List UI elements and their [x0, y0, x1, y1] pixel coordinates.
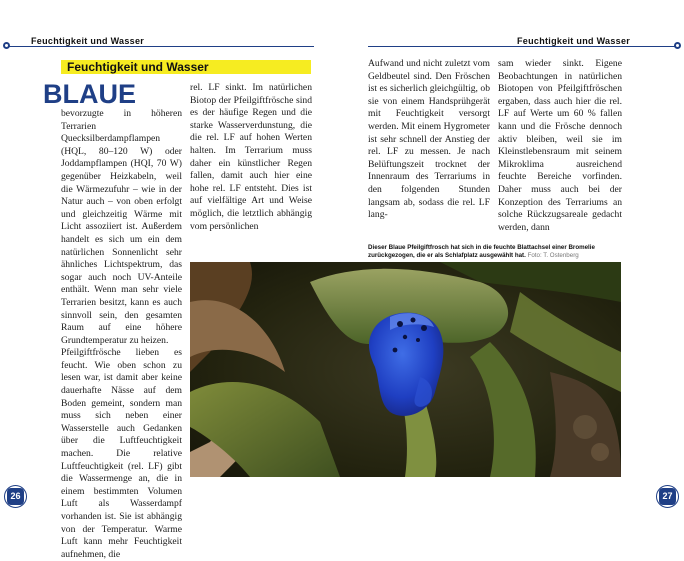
- header-rule-right: [368, 46, 675, 47]
- frog-photo-illustration: [190, 262, 621, 477]
- page-number-right: 27: [659, 488, 676, 505]
- text-column-2: [190, 82, 312, 233]
- caption-text: Dieser Blaue Pfeilgiftfrosch hat sich in die feuchte Blattachsel einer Bromelie zurückgezogen, die er als Schlafplatz ausgewählt hat.: [368, 244, 595, 259]
- running-head-right: Feuchtigkeit und Wasser: [517, 36, 631, 46]
- running-head-left: Feuchtigkeit und Wasser: [31, 36, 145, 46]
- text-column-4: [498, 58, 622, 234]
- paragraph-col4: sam wieder sinkt. Eigene Beobachtungen in natürlichen Biotopen von Pfeilgiftfröschen ergaben, dass auch hier die rel. LF auf Werte um 60 % fallen kann und die Frösche dennoch aktiv bleiben, weil sie im Kleinstlebensraum mit seinem Mikroklima ausreichend feuchte Bereiche vorfinden. Daher muss auch bei der Konzeption des Terrariums an solche Rückzugsareale gedacht werden, dann: [498, 58, 622, 233]
- paragraph-intro-text: bevorzugte in höheren Terrarien Quecksilberdampflampen (HQL, 80–120 W) oder Joddampflampen (HQI, 70 W) gegenüber Heizkabeln, weil die Wärmezufuhr – wie in der Natur auch – von oben erfolgt und gleichzeitig Wärme mit Licht assoziiert ist. Außerdem handelt es sich um ein dem natürlichen Sonnenlicht sehr ähnliches Lichtspektrum, das sogar auch noch UV-Anteile enthält. Wenn man sehr viele Terrarien besitzt, kann es auch sinnvoll sein, den gesamten Raum auf eine höhere Grundtemperatur zu heizen.: [61, 108, 182, 346]
- header-dot-right: [674, 42, 681, 49]
- header-dot-left: [3, 42, 10, 49]
- section-title: Feuchtigkeit und Wasser: [67, 60, 209, 74]
- page-number-left: 26: [7, 488, 24, 505]
- caption-credit: Foto: T. Ostenberg: [527, 252, 579, 259]
- photo-caption: [368, 244, 622, 260]
- drop-word: BLAUE: [43, 79, 136, 109]
- frog-photo: [190, 262, 621, 477]
- paragraph-col3: Aufwand und nicht zuletzt vom Geldbeutel sind. Den Fröschen ist es sicherlich gleichgültig, ob sie von einem Handsprühgerät mit Feuchtigkeit versorgt werden. Mit einem Hygrometer ist sehr schnell der Anstieg der rel. LF zu messen. Je nach Belüftungszeit trocknet der Innenraum des Terrariums in den folgenden Stunden langsam ab, sodass die rel. LF lang-: [368, 58, 490, 221]
- paragraph-col2: rel. LF sinkt. Im natürlichen Biotop der Pfeilgiftfrösche sind es der häufige Regen und die starke Wasserverdunstung, die die rel. LF auf hohen Werten halten. Im Terrarium muss daher ein künstlicher Regen fallen, damit auch hier eine hohe rel. LF entsteht. Dies ist auf vielfältige Art und Weise möglich, die letztlich abhängig vom persönlichen: [190, 82, 312, 232]
- paragraph-intro: [43, 79, 182, 347]
- section-title-bar: [61, 60, 311, 74]
- text-column-1: [43, 79, 182, 561]
- header-rule-left: [8, 46, 314, 47]
- text-column-3: [368, 58, 490, 222]
- paragraph-humidity: Pfeilgiftfrösche lieben es feucht. Wie oben schon zu lesen war, ist damit aber keine dauerhafte Nässe auf dem Boden gemeint, sondern man muss sich neben einer Wasserstelle auch Gedanken über die Luftfeuchtigkeit machen. Die relative Luftfeuchtigkeit (rel. LF) gibt die Wassermenge an, die in einem bestimmten Volumen Luft als Wasserdampf vorhanden ist. Sie ist abhängig von der Temperatur. Warme Luft kann mehr Feuchtigkeit aufnehmen, die: [61, 347, 182, 560]
